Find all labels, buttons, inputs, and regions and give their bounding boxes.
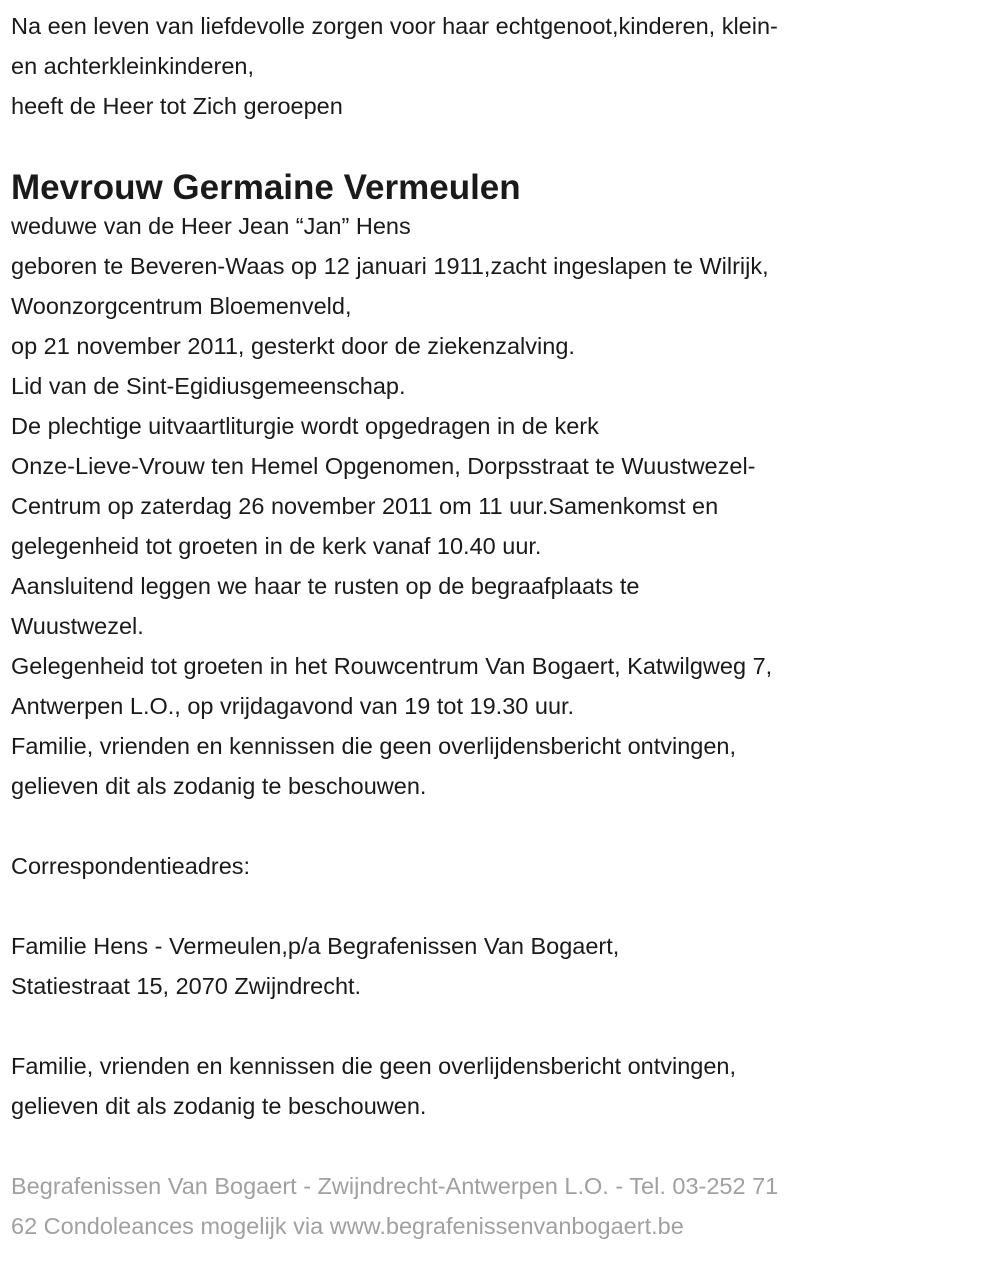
intro-line: en achterkleinkinderen, (11, 53, 254, 79)
body-line: Antwerpen L.O., op vrijdagavond van 19 tot 19.30 uur. (11, 693, 575, 719)
address-line: Statiestraat 15, 2070 Zwijndrecht. (11, 973, 362, 999)
body-line: Aansluitend leggen we haar te rusten op de begraafplaats te (11, 573, 640, 599)
body-line: Wuustwezel. (11, 613, 144, 639)
footer-line: 62 Condoleances mogelijk via www.begrafenissenvanbogaert.be (11, 1213, 684, 1239)
closing-line: gelieven dit als zodanig te beschouwen. (11, 1093, 427, 1119)
body-line: op 21 november 2011, gesterkt door de ziekenzalving. (11, 333, 575, 359)
body-line: Centrum op zaterdag 26 november 2011 om 11 uur.Samenkomst en (11, 493, 719, 519)
body-line: Woonzorgcentrum Bloemenveld, (11, 293, 352, 319)
intro-line: Na een leven van liefdevolle zorgen voor haar echtgenoot,kinderen, klein- (11, 13, 778, 39)
correspondence-label: Correspondentieadres: (11, 853, 251, 879)
body-line: gelieven dit als zodanig te beschouwen. (11, 773, 427, 799)
body-line: gelegenheid tot groeten in de kerk vanaf 10.40 uur. (11, 533, 542, 559)
body-line: Familie, vrienden en kennissen die geen overlijdensbericht ontvingen, (11, 733, 737, 759)
body-line: Onze-Lieve-Vrouw ten Hemel Opgenomen, Dorpsstraat te Wuustwezel- (11, 453, 756, 479)
deceased-name: Mevrouw Germaine Vermeulen (11, 168, 521, 207)
body-line: geboren te Beveren-Waas op 12 januari 1911,zacht ingeslapen te Wilrijk, (11, 253, 769, 279)
intro-line: heeft de Heer tot Zich geroepen (11, 93, 343, 119)
body-line: De plechtige uitvaartliturgie wordt opgedragen in de kerk (11, 413, 599, 439)
body-line: weduwe van de Heer Jean “Jan” Hens (11, 213, 411, 239)
body-line: Lid van de Sint-Egidiusgemeenschap. (11, 373, 406, 399)
footer-line: Begrafenissen Van Bogaert - Zwijndrecht-Antwerpen L.O. - Tel. 03-252 71 (11, 1173, 779, 1199)
address-line: Familie Hens - Vermeulen,p/a Begrafenissen Van Bogaert, (11, 933, 620, 959)
closing-line: Familie, vrienden en kennissen die geen overlijdensbericht ontvingen, (11, 1053, 737, 1079)
body-line: Gelegenheid tot groeten in het Rouwcentrum Van Bogaert, Katwilgweg 7, (11, 653, 773, 679)
